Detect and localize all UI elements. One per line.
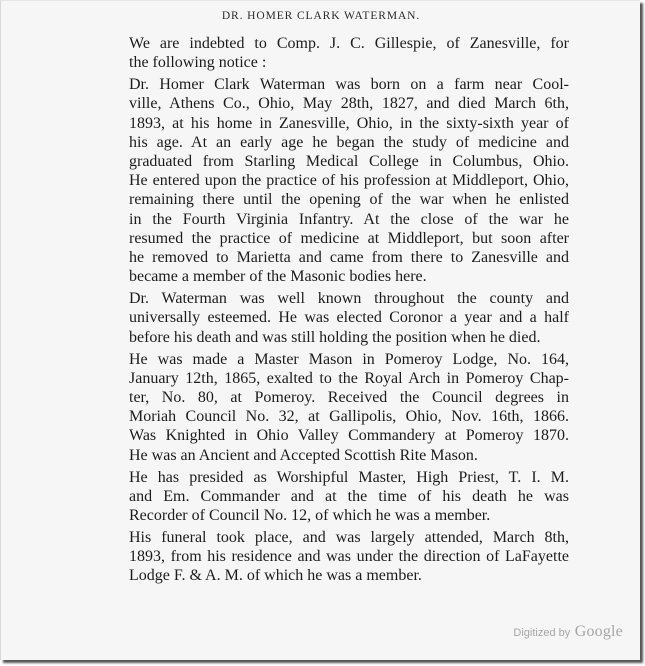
- text-line: remaining there until the opening of the war when he enlisted: [129, 191, 569, 209]
- text-line: He entered upon the practice of his profession at Middleport, Ohio,: [129, 172, 569, 190]
- text-line: ter, No. 80, at Pomeroy. Received the Council degrees in: [129, 389, 569, 407]
- text-line: became a member of the Masonic bodies here.: [129, 268, 427, 286]
- text-line: 1893, at his home in Zanesville, Ohio, in the sixty-sixth year of: [129, 114, 569, 132]
- text-line: resumed the practice of medicine at Middleport, but soon after: [129, 229, 569, 247]
- text-line: before his death and was still holding the position when he died.: [129, 328, 541, 346]
- text-line: and Em. Commander and at the time of his death he was: [129, 487, 569, 505]
- text-line: in the Fourth Virginia Infantry. At the close of the war he: [129, 210, 569, 228]
- paragraph-reputation: [97, 289, 569, 347]
- text-line: We are indebted to Comp. J. C. Gillespie, of Zanesville, for: [129, 35, 569, 52]
- text-line: graduated from Starling Medical College in Columbus, Ohio.: [129, 153, 569, 171]
- paragraph-offices: [97, 468, 569, 526]
- text-line: the following notice :: [129, 54, 267, 72]
- text-line: He has presided as Worshipful Master, High Priest, T. I. M.: [129, 468, 569, 486]
- paragraph-masonic-record: [97, 350, 569, 465]
- text-line: universally esteemed. He was elected Coronor a year and a half: [129, 309, 569, 327]
- paragraph-funeral: [97, 528, 569, 586]
- text-line: 1893, from his residence and was under the direction of LaFayette: [129, 548, 569, 566]
- text-line: He was an Ancient and Accepted Scottish Rite Mason.: [129, 446, 478, 464]
- digitized-label: Digitized by: [513, 627, 571, 639]
- text-line: Moriah Council No. 32, at Gallipolis, Ohio, Nov. 16th, 1866.: [129, 408, 569, 426]
- text-line: He was made a Master Mason in Pomeroy Lodge, No. 164,: [129, 350, 569, 368]
- text-line: His funeral took place, and was largely attended, March 8th,: [129, 529, 569, 547]
- page-heading: DR. HOMER CLARK WATERMAN.: [221, 10, 421, 22]
- article-body: [97, 34, 569, 588]
- text-line: ville, Athens Co., Ohio, May 28th, 1827, and died March 6th,: [129, 95, 569, 113]
- google-logo-text: Google: [574, 623, 623, 640]
- text-line: Lodge F. & A. M. of which he was a member.: [129, 567, 422, 585]
- digitized-by-google-watermark: [513, 623, 623, 641]
- text-line: he removed to Marietta and came from there to Zanesville and: [129, 249, 569, 267]
- text-line: Dr. Homer Clark Waterman was born on a farm near Cool-: [129, 76, 569, 94]
- text-line: Dr. Waterman was well known throughout the county and: [129, 290, 569, 308]
- text-line: his age. At an early age he began the study of medicine and: [129, 133, 569, 151]
- text-line: Recorder of Council No. 12, of which he was a member.: [129, 507, 491, 525]
- paragraph-intro: [97, 34, 569, 72]
- paragraph-biography: [97, 75, 569, 286]
- text-line: January 12th, 1865, exalted to the Royal Arch in Pomeroy Chap-: [129, 369, 569, 387]
- text-line: Was Knighted in Ohio Valley Commandery at Pomeroy 1870.: [129, 427, 569, 445]
